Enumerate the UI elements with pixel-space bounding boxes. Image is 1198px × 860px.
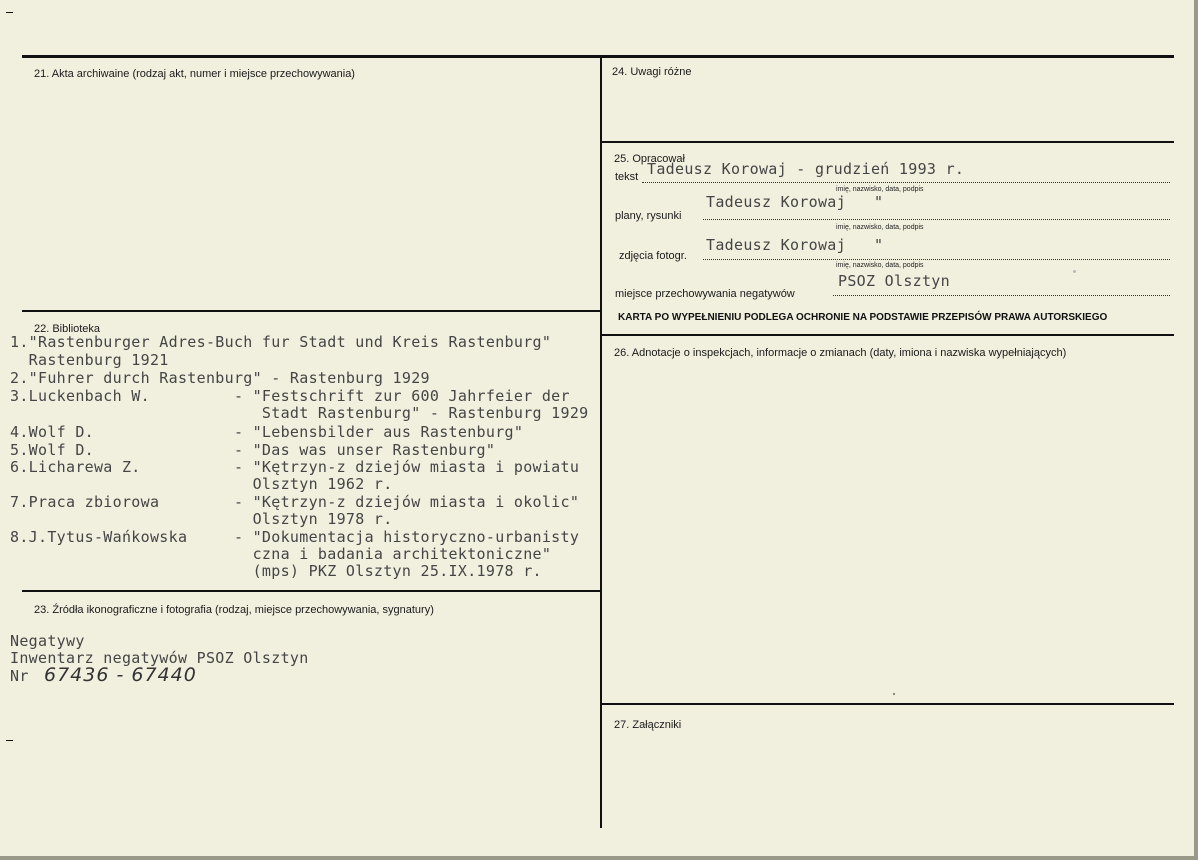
negative-number-prefix: Nr [10, 667, 29, 685]
tekst-label: tekst [615, 171, 639, 183]
bibliography-line: Olsztyn 1978 r. [10, 510, 393, 528]
bibliography-line: 7.Praca zbiorowa - "Kętrzyn-z dziejów miasta i okolic" [10, 493, 580, 511]
copyright-notice: KARTA PO WYPEŁNIENIU PODLEGA OCHRONIE NA PODSTAWIE PRZEPISÓW PRAWA AUTORSKIEGO [618, 312, 1108, 323]
field-22-label: 22. Biblioteka [34, 323, 101, 335]
bibliography-line: 4.Wolf D. - "Lebensbilder aus Rastenburg" [10, 423, 524, 441]
miejsce-value: PSOZ Olsztyn [838, 272, 950, 290]
zdjecia-hint: imię, nazwisko, data, podpis [836, 262, 924, 269]
plany-line [703, 219, 1170, 220]
bibliography-line: czna i badania architektoniczne" [10, 545, 552, 563]
miejsce-label: miejsce przechowywania negatywów [615, 288, 795, 300]
bibliography-line: 1."Rastenburger Adres-Buch fur Stadt und Kreis Rastenburg" [10, 333, 552, 351]
tekst-hint: imię, nazwisko, data, podpis [836, 186, 924, 193]
zdjecia-value: Tadeusz Korowaj " [706, 236, 884, 254]
iconography-line: Negatywy [10, 632, 85, 650]
bibliography-line: 3.Luckenbach W. - "Festschrift zur 600 Jahrfeier der [10, 387, 570, 405]
bibliography-line: (mps) PKZ Olsztyn 25.IX.1978 r. [10, 562, 542, 580]
bibliography-line: Stadt Rastenburg" - Rastenburg 1929 [10, 404, 589, 422]
field-27-label: 27. Załączniki [614, 719, 682, 731]
miejsce-line [833, 295, 1170, 296]
bibliography-line: Rastenburg 1921 [10, 351, 169, 369]
bibliography-line: 8.J.Tytus-Wańkowska - "Dokumentacja historyczno-urbanisty [10, 528, 580, 546]
field-25-label: 25. Opracował [614, 153, 685, 165]
bibliography-line: 5.Wolf D. - "Das was unser Rastenburg" [10, 441, 496, 459]
tekst-line [642, 182, 1170, 183]
bibliography-line: Olsztyn 1962 r. [10, 475, 393, 493]
tekst-value: Tadeusz Korowaj - grudzień 1993 r. [647, 160, 965, 178]
iconography-line: Inwentarz negatywów PSOZ Olsztyn [10, 649, 309, 667]
zdjecia-label: zdjęcia fotogr. [619, 250, 687, 262]
scan-speck [1073, 270, 1076, 273]
field-21-label: 21. Akta archiwaine (rodzaj akt, numer i miejsce przechowywania) [34, 68, 355, 80]
field-23-label: 23. Źródła ikonograficzne i fotografia (rodzaj, miejsce przechowywania, sygnatury) [34, 604, 434, 616]
bibliography-line: 2."Fuhrer durch Rastenburg" - Rastenburg 1929 [10, 369, 430, 387]
zdjecia-line [703, 259, 1170, 260]
field-24-label: 24. Uwagi różne [612, 66, 692, 78]
scan-speck [893, 693, 895, 695]
field-26-label: 26. Adnotacje o inspekcjach, informacje o zmianach (daty, imiona i nazwiska wypełniających) [614, 347, 1067, 359]
bibliography-line: 6.Licharewa Z. - "Kętrzyn-z dziejów miasta i powiatu [10, 458, 580, 476]
plany-value: Tadeusz Korowaj " [706, 193, 884, 211]
negative-number-handwritten: 67436 - 67440 [44, 664, 197, 686]
plany-hint: imię, nazwisko, data, podpis [836, 224, 924, 231]
plany-label: plany, rysunki [615, 210, 682, 222]
